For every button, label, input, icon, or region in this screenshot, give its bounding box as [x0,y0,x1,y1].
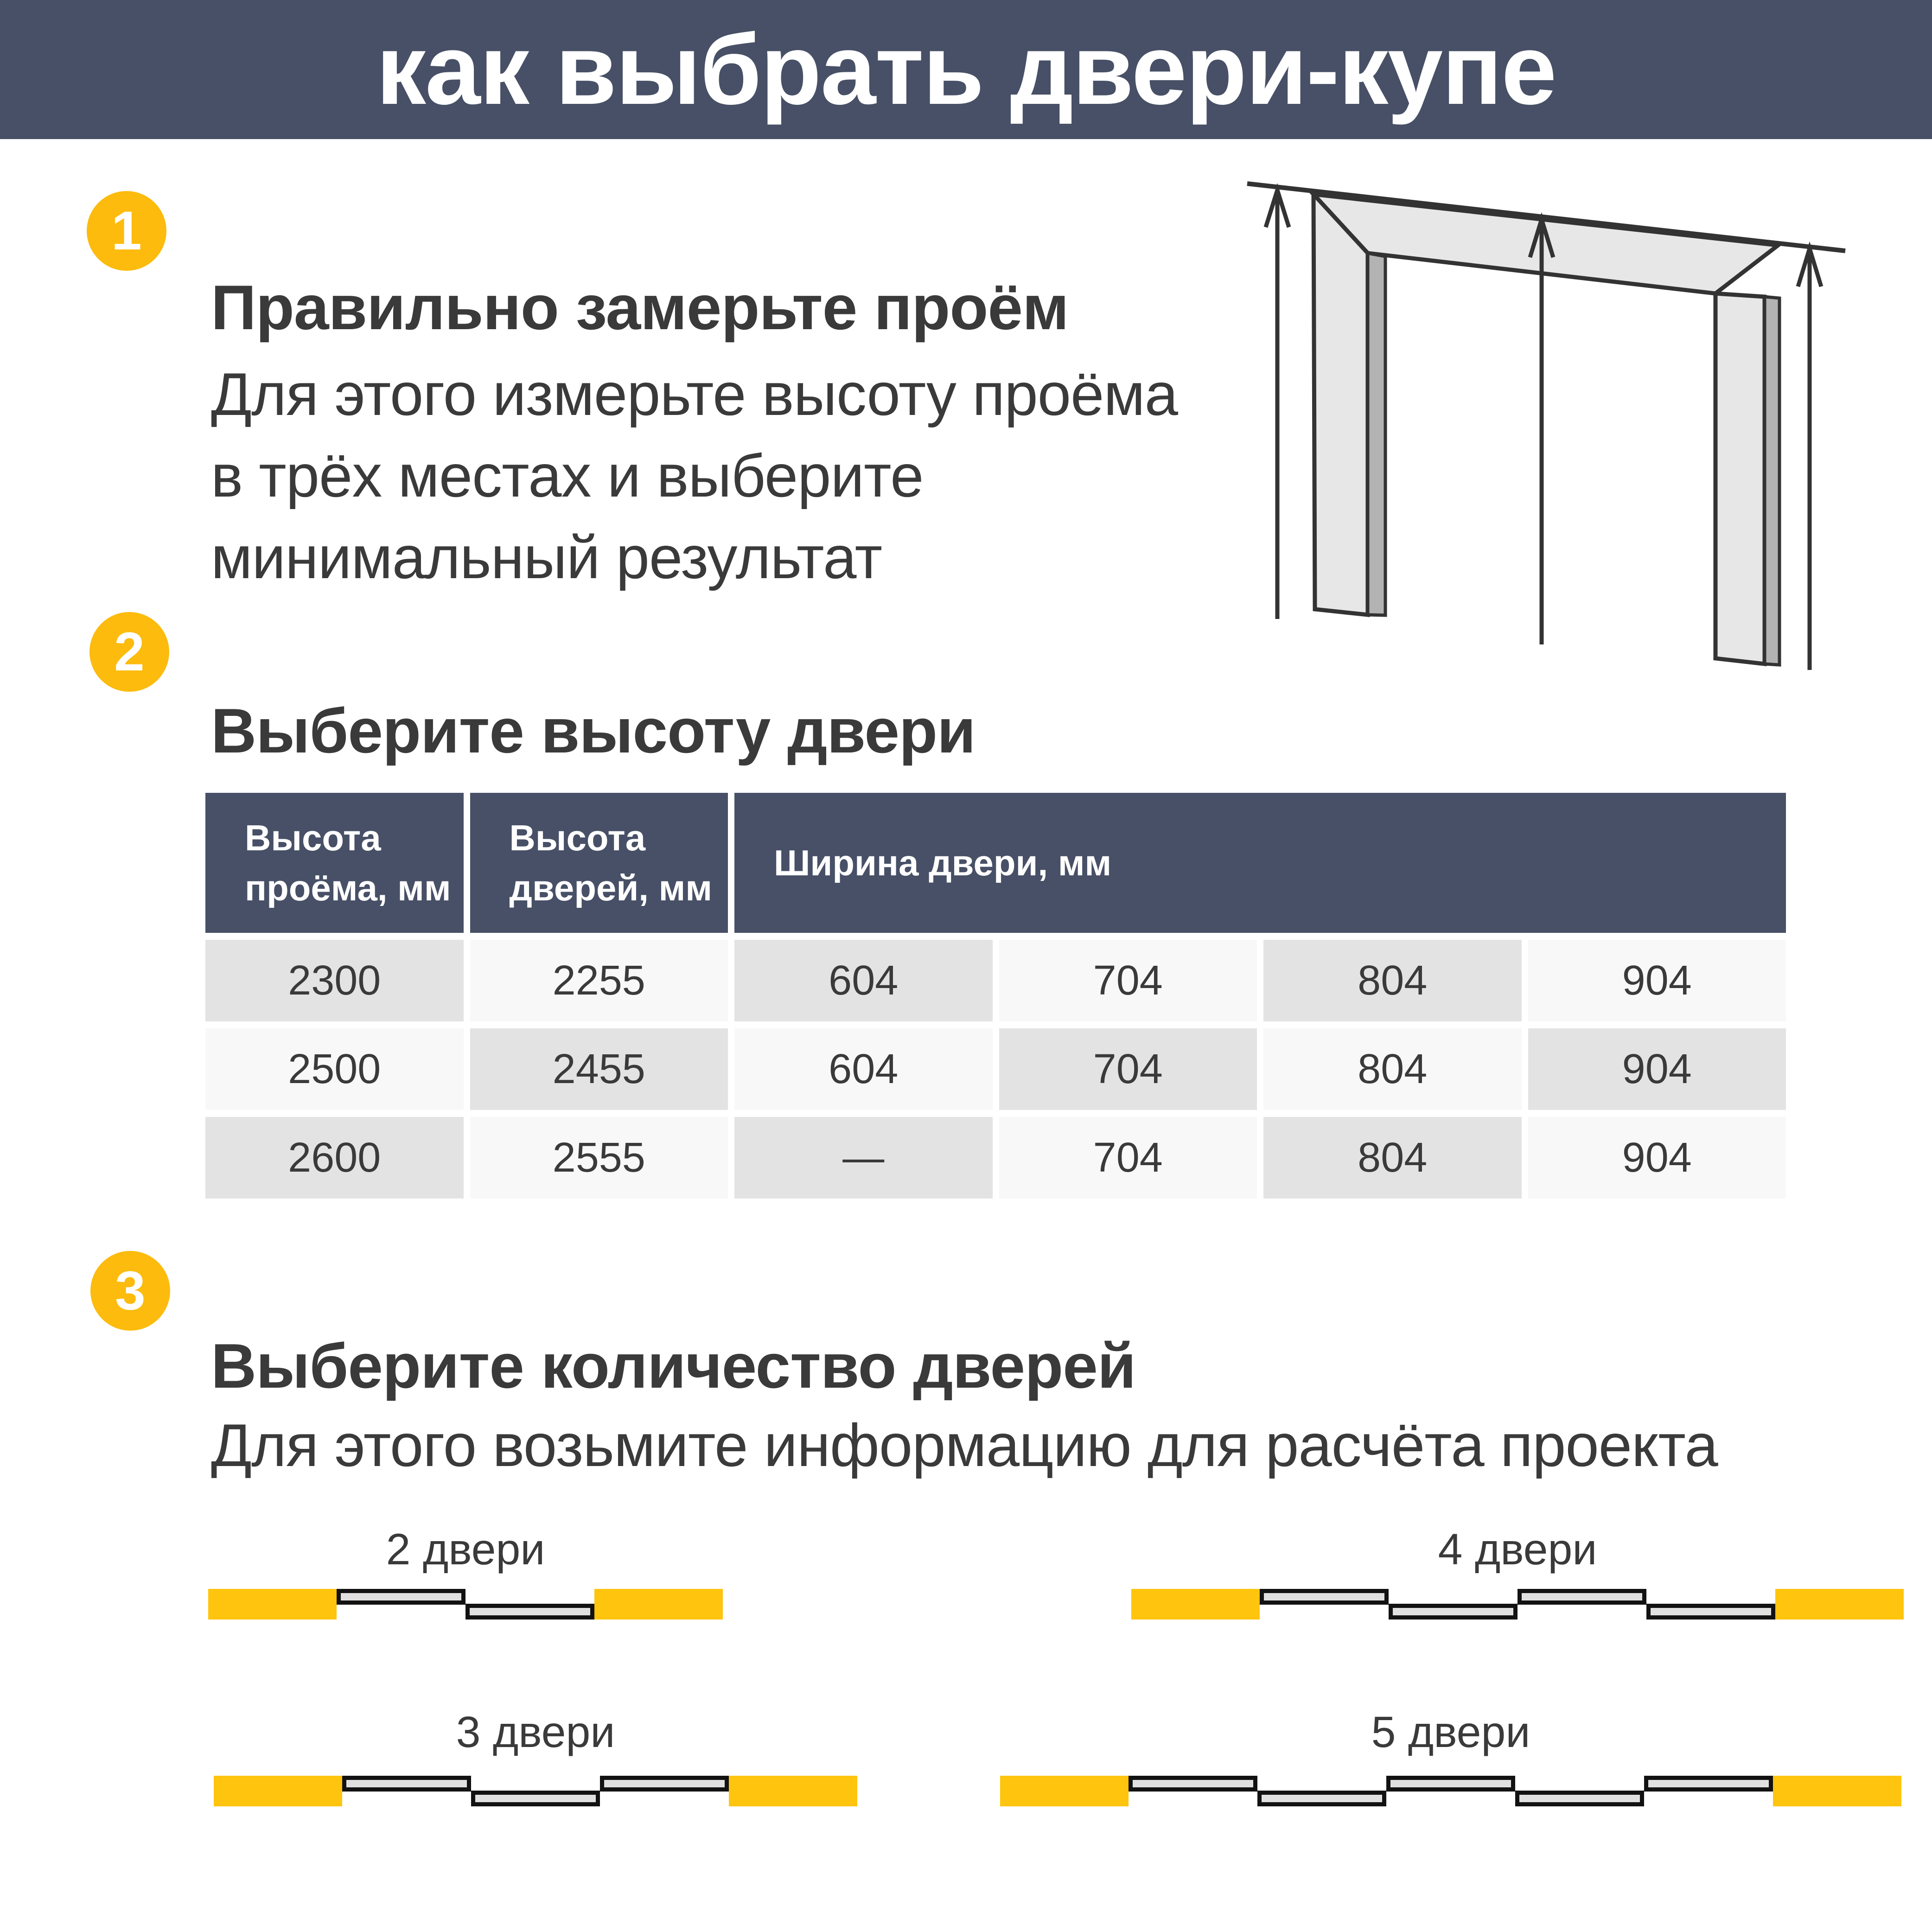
step-1-badge [87,191,166,271]
diagram-3-doors [214,1776,857,1806]
door-panel-bottom [1389,1604,1518,1620]
left-jamb-edge [1368,253,1385,615]
table-cell: 704 [999,1117,1257,1199]
table-cell: 904 [1528,1028,1786,1110]
wall-block [1775,1589,1904,1620]
diagram-2-doors [208,1589,723,1620]
door-panel-bottom [1257,1791,1386,1806]
door-panel-top [1644,1776,1773,1792]
header-banner [0,0,1932,139]
door-panel-top [600,1776,729,1792]
table-header-opening-height: Высота проёма, мм [205,793,464,933]
door-panel-top [337,1589,465,1605]
table-cell: 604 [734,1028,993,1110]
step-1-number: 1 [111,200,142,261]
wall-block [1131,1589,1260,1620]
step-1-line-1: Для этого измерьте высоту проёма [211,360,1178,428]
door-panel-top [342,1776,471,1792]
door-size-table [205,793,1786,1199]
table-cell: 704 [999,1028,1257,1110]
measure-arrow-right [1798,249,1821,670]
table-cell: 904 [1528,940,1786,1021]
table-cell: 804 [1263,940,1522,1021]
diagram-5-doors [1000,1776,1901,1806]
step-3-badge [90,1251,170,1331]
door-panel-top [1386,1776,1515,1792]
step-2-badge [89,612,169,692]
door-panel-top [1129,1776,1257,1792]
door-panel-top [1260,1589,1389,1605]
wall-block [1773,1776,1901,1806]
wall-block [214,1776,342,1806]
table-cell: 2455 [470,1028,728,1110]
door-panel-bottom [1515,1791,1644,1806]
wall-block [1000,1776,1129,1806]
table-cell: 2600 [205,1117,464,1199]
right-jamb-face [1715,293,1765,664]
table-cell: 804 [1263,1028,1522,1110]
door-panel-bottom [471,1791,600,1806]
table-cell: 2300 [205,940,464,1021]
step-2-heading: Выберите высоту двери [211,695,976,766]
wall-block [729,1776,857,1806]
diagram-4-doors [1131,1589,1904,1620]
diagram-label-3-doors: 3 двери [456,1708,615,1757]
step-1-line-2: в трёх местах и выберите [211,442,924,510]
table-cell: 904 [1528,1117,1786,1199]
step-1-line-3: минимальный результат [211,523,882,591]
right-jamb-edge [1765,297,1779,665]
left-jamb-face [1314,194,1368,615]
table-cell: 2500 [205,1028,464,1110]
table-cell: 2255 [470,940,728,1021]
door-panel-bottom [465,1604,594,1620]
door-panel-top [1518,1589,1646,1605]
table-cell: 604 [734,940,993,1021]
wall-block [208,1589,337,1620]
wall-block [594,1589,723,1620]
step-1-heading: Правильно замерьте проём [211,272,1069,343]
measure-arrow-center [1530,219,1553,644]
door-frame-diagram [1229,162,1924,709]
step-3-heading: Выберите количество дверей [211,1331,1136,1401]
diagram-label-5-doors: 5 двери [1371,1708,1530,1757]
step-3-number: 3 [115,1260,146,1321]
step-3-subtitle: Для этого возьмите информацию для расчёта проекта [211,1411,1718,1479]
step-1-description [211,353,1178,598]
table-header-door-width: Ширина двери, мм [734,793,1786,933]
door-panel-bottom [1646,1604,1775,1620]
step-2-number: 2 [114,621,145,682]
diagram-label-4-doors: 4 двери [1438,1525,1597,1574]
diagram-label-2-doors: 2 двери [386,1525,545,1574]
table-cell: 804 [1263,1117,1522,1199]
table-header-door-height: Высота дверей, мм [470,793,728,933]
table-cell: 2555 [470,1117,728,1199]
measure-arrow-left [1266,190,1289,619]
page-title: как выбрать двери-купе [376,13,1556,125]
table-cell: 704 [999,940,1257,1021]
table-cell-dash: — [734,1117,993,1199]
